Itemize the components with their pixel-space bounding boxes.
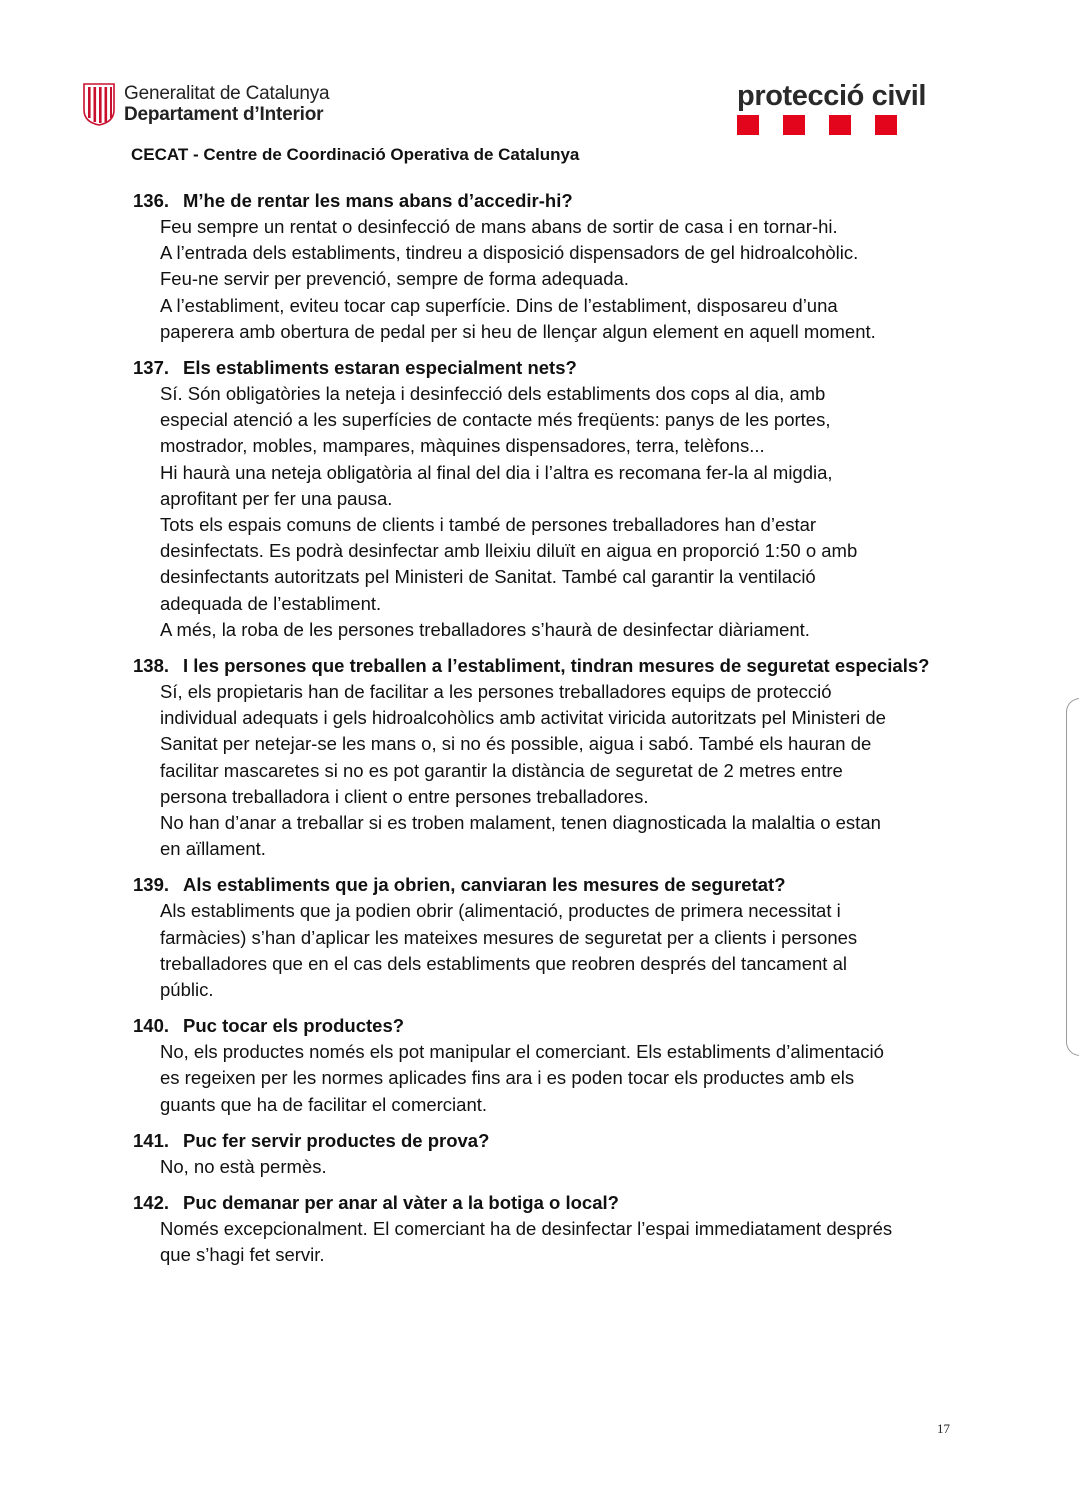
answer-line: Sanitat per netejar-se les mans o, si no és possible, aigua i sabó. També els hauran de — [160, 733, 872, 755]
question-text: Puc tocar els productes? — [183, 1015, 405, 1037]
answer-line: A l’establiment, eviteu tocar cap superfície. Dins de l’establiment, disposareu d’una — [160, 294, 838, 316]
answer-line: A l’entrada dels establiments, tindreu a disposició dispensadors de gel hidroalcohòlic. — [160, 242, 859, 264]
red-square-icon — [829, 115, 851, 135]
answer-line: desinfectats. Es podrà desinfectar amb lleixiu diluït en aigua en proporció 1:50 o amb — [160, 540, 858, 562]
question-number: 136. — [133, 190, 170, 211]
proteccio-civil-squares — [737, 115, 926, 135]
faq-question — [131, 1013, 961, 1039]
answer-line: adequada de l’establiment. — [160, 592, 382, 614]
answer-line: mostrador, mobles, mampares, màquines dispensadores, terra, telèfons... — [160, 435, 765, 457]
question-number: 137. — [133, 357, 170, 379]
question-text: Els establiments estaran especialment nets? — [183, 357, 577, 379]
faq-question — [131, 872, 961, 898]
answer-line: No, no està permès. — [160, 1155, 327, 1177]
gencat-logo — [82, 82, 329, 126]
center-name: CECAT - Centre de Coordinació Operativa de Catalunya — [131, 145, 580, 164]
question-number: 141. — [133, 1129, 170, 1151]
faq-answer — [160, 898, 961, 1003]
answer-line: aprofitant per fer una pausa. — [160, 487, 393, 509]
faq-answer — [160, 214, 961, 345]
faq-answer — [160, 1216, 961, 1268]
red-square-icon — [783, 115, 805, 135]
answer-line: facilitar mascaretes si no es pot garantir la distància de seguretat de 2 metres entre — [160, 759, 843, 781]
proteccio-civil-logo — [737, 79, 926, 135]
faq-question — [131, 188, 961, 214]
answer-line: Sí. Són obligatòries la neteja i desinfecció dels establiments dos cops al dia, amb — [160, 383, 826, 405]
answer-line: A més, la roba de les persones treballadores s’haurà de desinfectar diàriament. — [160, 618, 810, 640]
answer-line: treballadores que en el cas dels establiments que reobren després del tancament al — [160, 952, 847, 974]
answer-line: persona treballadora i client o entre persones treballadores. — [160, 785, 649, 807]
answer-line: guants que ha de facilitar el comerciant. — [160, 1093, 488, 1115]
answer-line: paperera amb obertura de pedal per si heu de llençar algun element en aquell moment. — [160, 320, 876, 342]
answer-line: Només excepcionalment. El comerciant ha de desinfectar l’espai immediatament després — [160, 1218, 893, 1240]
department-name: Departament d’Interior — [124, 104, 324, 125]
faq-item — [131, 653, 961, 862]
gencat-name: Generalitat de Catalunya — [124, 83, 330, 104]
answer-line: Feu-ne servir per prevenció, sempre de forma adequada. — [160, 268, 629, 290]
answer-line: No, els productes només els pot manipular el comerciant. Els establiments d’alimentació — [160, 1041, 884, 1063]
faq-item — [131, 1013, 961, 1118]
faq-answer — [160, 1154, 961, 1180]
answer-line: Sí, els propietaris han de facilitar a les persones treballadores equips de protecció — [160, 681, 832, 703]
question-number: 138. — [133, 655, 170, 677]
answer-line: Als establiments que ja podien obrir (alimentació, productes de primera necessitat i — [160, 900, 841, 922]
faq-answer — [160, 679, 961, 862]
faq-question — [131, 1128, 961, 1154]
faq-item — [131, 872, 961, 1003]
proteccio-civil-title: protecció civil — [737, 80, 927, 112]
answer-line: desinfectants autoritzats pel Ministeri de Sanitat. També cal garantir la ventilació — [160, 566, 816, 588]
answer-line: Hi haurà una neteja obligatòria al final del dia i l’altra es recomana fer-la al migdia, — [160, 461, 833, 483]
faq-answer — [160, 381, 961, 643]
answer-line: individual adequats i gels hidroalcohòlics amb activitat viricida autoritzats pel Ministeri de — [160, 707, 886, 729]
scroll-handle[interactable] — [1066, 698, 1079, 1056]
faq-item — [131, 1190, 961, 1268]
red-square-icon — [737, 115, 759, 135]
red-square-icon — [875, 115, 897, 135]
question-text: Puc fer servir productes de prova? — [183, 1129, 490, 1151]
question-number: 142. — [133, 1192, 170, 1214]
answer-line: farmàcies) s’han d’aplicar les mateixes mesures de seguretat per a clients i persones — [160, 926, 858, 948]
answer-line: No han d’anar a treballar si es troben malament, tenen diagnosticada la malaltia o estan — [160, 812, 881, 834]
answer-line: Tots els espais comuns de clients i també de persones treballadores han d’estar — [160, 514, 817, 536]
faq-question — [131, 355, 961, 381]
faq-question — [131, 653, 961, 679]
answer-line: es regeixen per les normes aplicades fins ara i es poden tocar els productes amb els — [160, 1067, 855, 1089]
answer-line: que s’hagi fet servir. — [160, 1244, 325, 1266]
question-text: Puc demanar per anar al vàter a la botiga o local? — [183, 1192, 619, 1214]
answer-line: especial atenció a les superfícies de contacte més freqüents: panys de les portes, — [160, 409, 831, 431]
faq-question — [131, 1190, 961, 1216]
question-text: I les persones que treballen a l’establiment, tindran mesures de seguretat especials? — [183, 655, 930, 677]
faq-list — [131, 188, 961, 1279]
faq-item — [131, 188, 961, 345]
question-text: M’he de rentar les mans abans d’accedir-hi? — [183, 190, 573, 211]
question-number: 139. — [133, 874, 170, 896]
catalonia-emblem-icon — [82, 82, 116, 126]
answer-line: Feu sempre un rentat o desinfecció de mans abans de sortir de casa i en tornar-hi. — [160, 216, 838, 237]
faq-item — [131, 355, 961, 643]
answer-line: públic. — [160, 979, 214, 1001]
faq-item — [131, 1128, 961, 1180]
faq-answer — [160, 1039, 961, 1118]
question-number: 140. — [133, 1015, 170, 1037]
question-text: Als establiments que ja obrien, canviaran les mesures de seguretat? — [183, 874, 786, 896]
page-number: 17 — [937, 1421, 950, 1436]
answer-line: en aïllament. — [160, 838, 266, 860]
